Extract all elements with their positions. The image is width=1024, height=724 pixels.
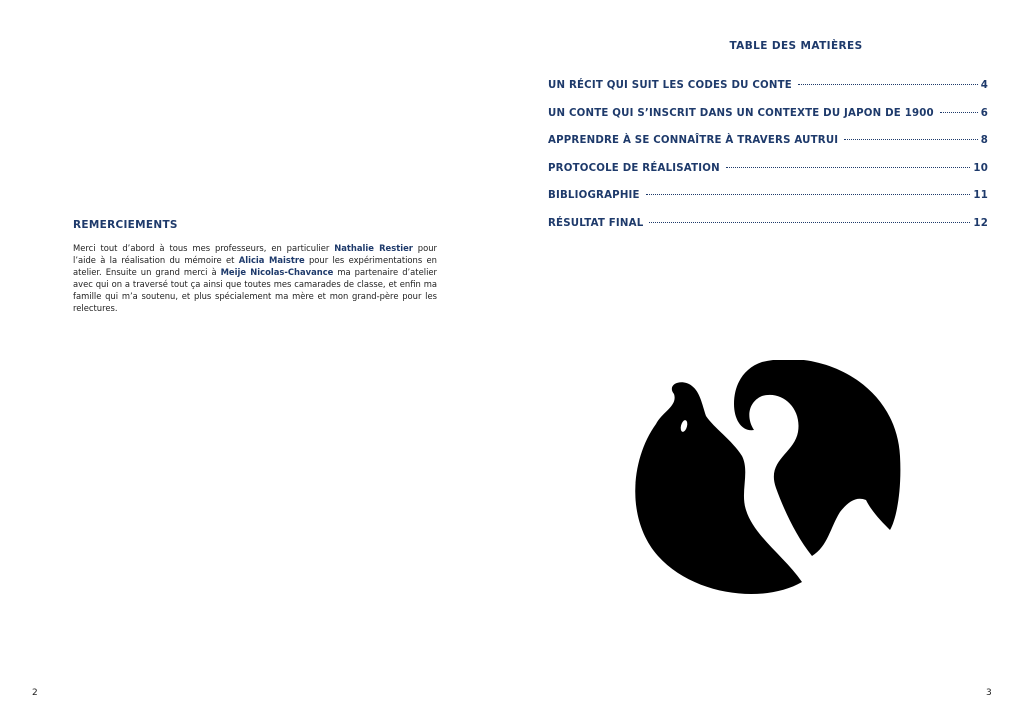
toc-entry-page: 4 (980, 80, 988, 91)
toc-entry[interactable] (548, 163, 988, 191)
page-number-left: 2 (32, 688, 38, 698)
toc-entry[interactable] (548, 190, 988, 218)
toc-entry-title: PROTOCOLE DE RÉALISATION (548, 162, 720, 174)
toc-entry-title: BIBLIOGRAPHIE (548, 190, 640, 201)
toc-entry-page: 10 (973, 162, 988, 174)
toc-entry-title: RÉSULTAT FINAL (548, 217, 644, 229)
toc-entry-page: 12 (973, 217, 988, 229)
toc-entry-title: UN CONTE QUI S’INSCRIT DANS UN CONTEXTE DU JAPON DE 1900 (548, 107, 934, 119)
acknowledgements-heading: REMERCIEMENTS (73, 219, 178, 231)
toc-entry[interactable] (548, 108, 988, 136)
toc-title: TABLE DES MATIÈRES (729, 40, 863, 52)
toc-leader-dots (940, 112, 978, 113)
toc-leader-dots (798, 84, 978, 85)
toc-entry[interactable] (548, 135, 988, 163)
acknowledgements-text (73, 242, 437, 315)
toc-entry[interactable] (548, 80, 988, 108)
toc-entry-page: 8 (980, 135, 988, 146)
ack-name-meije-nicolas-chavance: Meije Nicolas-Chavance (220, 267, 334, 278)
toc-leader-dots (844, 139, 977, 140)
ack-text-part-1: Merci tout d’abord à tous mes professeurs, en particulier (73, 243, 335, 253)
ack-text-part-3: pour les expérimentations en atelier. Ensuite un grand merci à (73, 255, 437, 278)
toc-leader-dots (646, 194, 971, 195)
ack-name-nathalie-restier: Nathalie Restier (334, 243, 413, 253)
toc-entry-title: APPRENDRE À SE CONNAÎTRE À TRAVERS AUTRUI (548, 135, 839, 146)
toc-entry-page: 6 (980, 107, 988, 119)
ack-name-alicia-maistre: Alicia Maistre (238, 255, 305, 266)
page-number-right: 3 (986, 688, 992, 698)
table-of-contents (548, 80, 988, 245)
toc-entry-title: UN RÉCIT QUI SUIT LES CODES DU CONTE (548, 80, 792, 91)
toc-entry-page: 11 (973, 190, 988, 201)
right-bird-shape (734, 360, 900, 556)
toc-leader-dots (726, 167, 971, 168)
ack-text-part-4: ma partenaire d’atelier avec qui on a traversé tout ça ainsi que toutes mes camarades de classe, et enfin ma famille qui m’a soutenu, et plus spécialement ma mère et mon grand-père pour les relectures. (73, 267, 437, 314)
ack-text-part-2: pour l’aide à la réalisation du mémoire et (73, 243, 437, 266)
two-birds-circle-emblem-icon (634, 360, 902, 602)
right-page (512, 0, 1024, 724)
toc-entry[interactable] (548, 218, 988, 246)
toc-leader-dots (649, 222, 970, 223)
